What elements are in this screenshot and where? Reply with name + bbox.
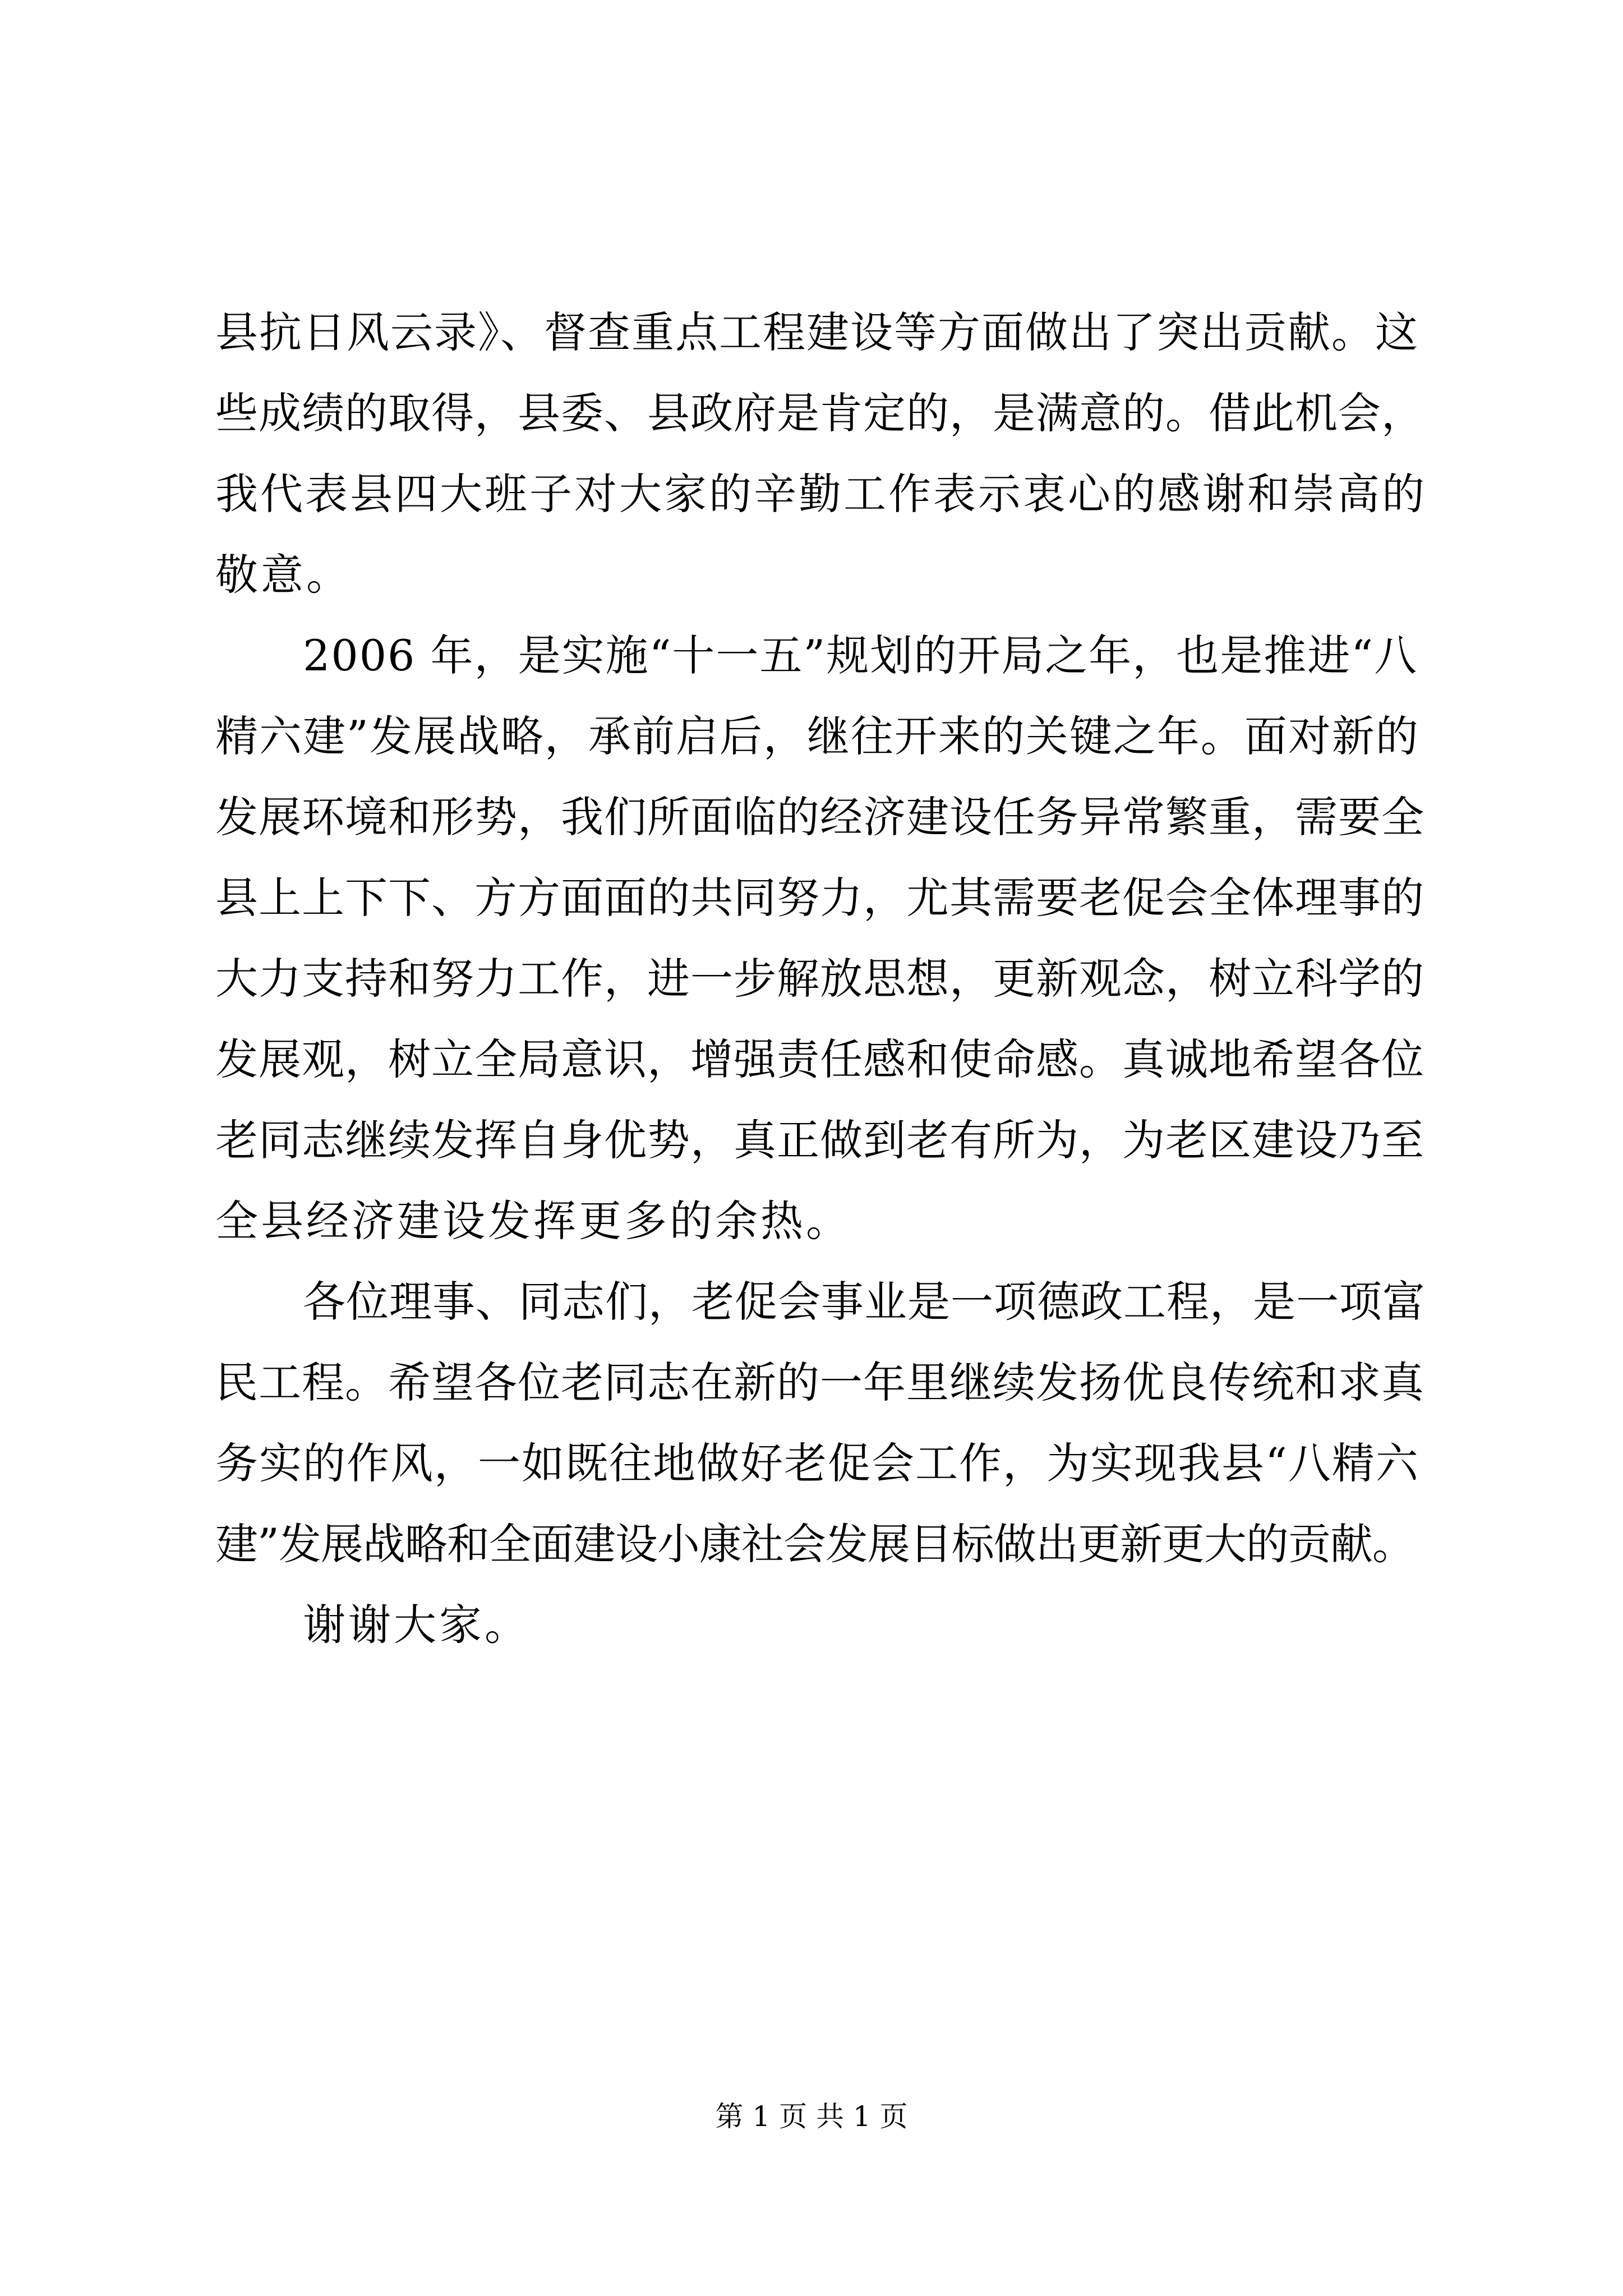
paragraph-2-line-1: 2006 年，是实施“十一五”规划的开局之年，也是推进“八	[303, 631, 1418, 680]
paragraph-2-line-4: 县上上下下、方方面面的共同努力，尤其需要老促会全体理事的	[215, 873, 1424, 923]
paragraph-2-line-6: 发展观，树立全局意识，增强责任感和使命感。真诚地希望各位	[215, 1034, 1424, 1084]
paragraph-1-line-2: 些成绩的取得，县委、县政府是肯定的，是满意的。借此机会，	[215, 388, 1424, 438]
paragraph-3-line-4: 建”发展战略和全面建设小康社会发展目标做出更新更大的贡献。	[215, 1519, 1414, 1569]
paragraph-2-line-7: 老同志继续发挥自身优势，真正做到老有所为，为老区建设乃至	[215, 1115, 1424, 1165]
page-number-footer: 第 1 页 共 1 页	[715, 2100, 908, 2133]
paragraph-2-line-2: 精六建”发展战略，承前启后，继往开来的关键之年。面对新的	[215, 711, 1419, 761]
paragraph-2-line-8: 全县经济建设发挥更多的余热。	[215, 1196, 851, 1246]
paragraph-3-line-2: 民工程。希望各位老同志在新的一年里继续发扬优良传统和求真	[215, 1358, 1424, 1407]
paragraph-2-line-5: 大力支持和努力工作，进一步解放思想，更新观念，树立科学的	[215, 954, 1424, 1004]
paragraph-1-line-3: 我代表县四大班子对大家的辛勤工作表示衷心的感谢和崇高的	[215, 469, 1427, 519]
paragraph-2-line-3: 发展环境和形势，我们所面临的经济建设任务异常繁重，需要全	[215, 792, 1424, 842]
paragraph-1-line-4: 敬意。	[215, 550, 352, 600]
paragraph-4-line-1: 谢谢大家。	[303, 1600, 530, 1650]
paragraph-3-line-1: 各位理事、同志们，老促会事业是一项德政工程，是一项富	[303, 1277, 1426, 1327]
paragraph-1-line-1: 县抗日风云录》、督查重点工程建设等方面做出了突出贡献。这	[215, 307, 1419, 357]
paragraph-3-line-3: 务实的作风，一如既往地做好老促会工作，为实现我县“八精六	[215, 1438, 1419, 1488]
